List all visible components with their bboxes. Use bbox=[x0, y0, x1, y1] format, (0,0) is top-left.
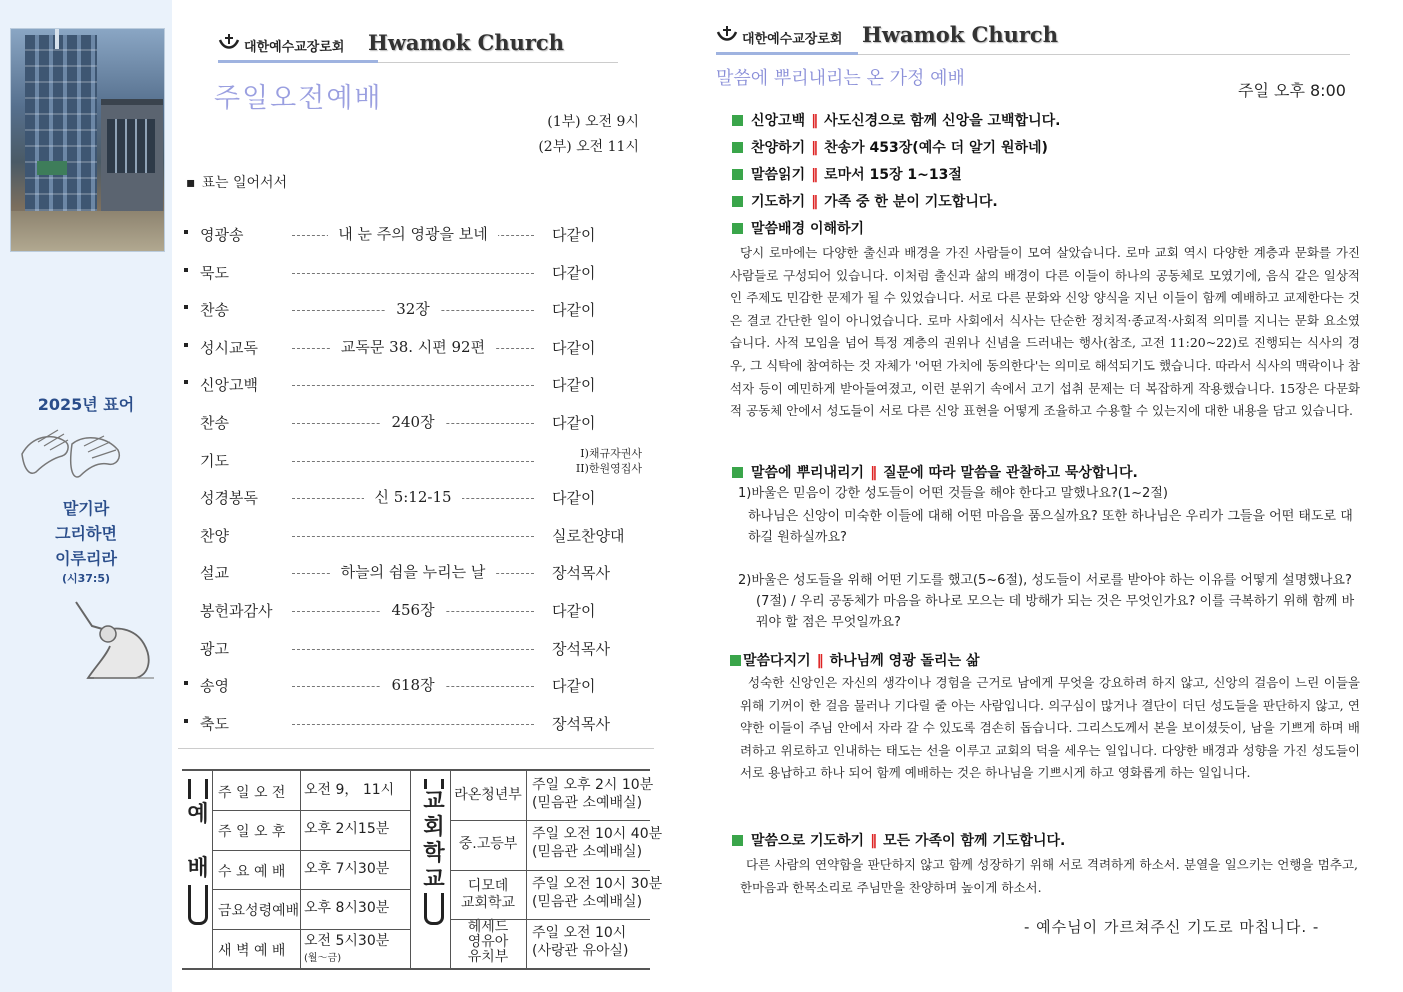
worship-step bbox=[732, 137, 1048, 157]
green-square-icon bbox=[732, 169, 743, 180]
worship-name: 금요성령예배 bbox=[218, 903, 300, 920]
school-schedule-row bbox=[450, 919, 650, 968]
green-square-icon bbox=[732, 196, 743, 207]
order-item-detail: 하늘의 쉼을 누리는 날 bbox=[292, 561, 534, 582]
apply-heading bbox=[730, 650, 980, 670]
question-2: 2)바울은 성도들을 위해 어떤 기도를 했고(5~6절), 성도들이 서로를 받아야 하는 이유를 어떻게 설명했나요?(7절) / 우리 공동체가 마음을 하나로 모으는 데 방해가 되는 것은 무엇인가요? 이를 극복하기 위해 함께 바꿔야 할 점은 무엇일까요? bbox=[738, 573, 1355, 630]
step-label: 말씀배경 이해하기 bbox=[751, 221, 865, 237]
worship-schedule-row bbox=[182, 810, 410, 849]
separator: ‖ bbox=[870, 833, 878, 849]
order-row bbox=[184, 293, 646, 331]
step-label: 기도하기 bbox=[751, 194, 806, 210]
service-time-first: (1부) 오전 9시 bbox=[547, 114, 639, 130]
order-item-name: 기도 bbox=[200, 451, 229, 470]
order-item-detail: 내 눈 주의 영광을 보네 bbox=[292, 223, 534, 244]
standing-note: ▪ 표는 일어서서 bbox=[186, 175, 288, 191]
step-desc: 찬송가 453장(예수 더 알기 원하네) bbox=[824, 140, 1048, 156]
motto-text bbox=[0, 496, 172, 587]
order-item-detail: 신 5:12-15 bbox=[292, 486, 534, 507]
church-logo-icon bbox=[218, 32, 240, 54]
worship-time: 오후 7시30분 bbox=[304, 860, 390, 877]
prayer-heading bbox=[732, 830, 1065, 850]
evening-service-time: 주일 오후 8:00 bbox=[1238, 81, 1346, 100]
separator: ‖ bbox=[811, 113, 819, 129]
worship-time: 오후 8시30분 bbox=[304, 900, 390, 917]
row-line bbox=[450, 820, 650, 821]
row-line bbox=[212, 810, 410, 811]
separator: ‖ bbox=[870, 465, 878, 481]
service-times bbox=[538, 110, 639, 160]
order-item-leader: 다같이 bbox=[552, 263, 596, 282]
worship-time: 오전 5시30분 bbox=[304, 932, 390, 949]
row-line bbox=[212, 929, 410, 930]
order-item-leader: 다같이 bbox=[552, 226, 596, 244]
order-item-detail: 456장 bbox=[292, 599, 534, 620]
order-row bbox=[184, 481, 646, 519]
step-label: 말씀에 뿌리내리기 bbox=[751, 465, 865, 481]
closing-note: - 예수님이 가르쳐주신 기도로 마칩니다. - bbox=[1024, 918, 1320, 936]
background-text: 당시 로마에는 다양한 출신과 배경을 가진 사람들이 모여 살았습니다. 로마 교회 역시 다양한 계층과 문화를 가진 사람들로 구성되어 있습니다. 이처럼 출신과 삶의 배경이 다른 이들이 하나의 공동체로 모였기에, 음식 같은 일상적인 주제도 민감한 문제가 될 수 있었습니다. 서로 다른 문화와 신앙 양식을 지닌 이들이 함께 예배하고 교제한다는 것은 결코 간단한 일이 아니었습니다. 로마 사회에서 식사는 단순한 정치적·종교적·사회적 의미를 지니는 문화 요소였습니다. 사적 모임을 넘어 특정 계층의 권위나 신념을 드러내는 행사(참조, 고전 11:20~22)로 진행되는 식사의 경우, 그 식탁에 참여하는 것 자체가 '어떤 가치에 동의한다'는 의미로 해석되기도 했습니다. 따라서 식사의 맥락이나 참석자 등이 예민하게 받아들여졌고, 이런 분위기 속에서 고기 섭취 문제는 더 복잡하게 작용했습니다. 15장은 다문화적 공동체 안에서 성도들이 서로 다른 신앙 표현을 어떻게 조율하고 수용할 수 있는지에 대한 내용을 담고 있습니다. bbox=[730, 245, 1360, 419]
step-desc: 하나님께 영광 돌리는 삶 bbox=[829, 653, 980, 669]
order-item-name: 신앙고백 bbox=[200, 376, 258, 395]
bullet-icon bbox=[184, 305, 188, 309]
green-square-icon bbox=[730, 655, 741, 666]
step-desc: 사도신경으로 함께 신앙을 고백합니다. bbox=[824, 113, 1061, 129]
order-item-name: 찬송 bbox=[200, 301, 229, 320]
worship-label-char: 예 bbox=[187, 802, 209, 827]
col-line bbox=[410, 771, 411, 968]
row-line bbox=[212, 889, 410, 890]
worship-name: 주 일 오 후 bbox=[218, 824, 286, 841]
church-name: Hwamok Church bbox=[862, 22, 1058, 47]
school-time: 주일 오전 10시 bbox=[532, 924, 627, 941]
order-row bbox=[184, 368, 646, 406]
school-dept: 디모데 교회학교 bbox=[460, 877, 516, 911]
separator: ‖ bbox=[811, 194, 819, 210]
green-square-icon bbox=[732, 142, 743, 153]
worship-name: 수 요 예 배 bbox=[218, 863, 286, 880]
leader-dots bbox=[292, 461, 534, 462]
worship-schedule-row bbox=[182, 850, 410, 889]
order-item-name: 찬송 bbox=[200, 413, 229, 432]
school-place: (믿음관 소예배실) bbox=[532, 893, 643, 910]
order-row bbox=[184, 594, 646, 632]
background-heading bbox=[732, 218, 864, 238]
worship-name: 새 벽 예 배 bbox=[218, 942, 286, 959]
order-item-leader: 다같이 bbox=[552, 677, 596, 696]
apply-text: 성숙한 신앙인은 자신의 생각이나 경험을 근거로 남에게 무엇을 강요하려 하지 않고, 신앙의 걸음이 느린 이들을 위해 기꺼이 한 걸음 물러나 기다릴 줄 아는 사람입니다. 의구심이 많거나 결단이 더딘 성도들을 판단하지 않고, 연약한 이들이 주님 안에서 자라 갈 수 있도록 겸손히 돕습니다. 그리스도께서 본을 보이셨듯이, 남을 기쁘게 하며 배려하고 위로하고 인내하는 태도는 선을 이루고 교회의 덕을 세우는 일입니다. 다양한 배경과 성향을 가진 성도들이 서로 용납하고 하나 되어 함께 예배하는 것은 하나님을 기쁘시게 하고 영화롭게 하는 일입니다. bbox=[740, 675, 1360, 781]
step-label: 말씀으로 기도하기 bbox=[751, 833, 865, 849]
school-time: 주일 오전 10시 30분 bbox=[532, 875, 663, 892]
motto-reference: (시37:5) bbox=[61, 572, 111, 585]
order-row bbox=[184, 331, 646, 369]
order-item-leader: 다같이 bbox=[552, 376, 596, 395]
school-label: 교 회 학 교 bbox=[420, 789, 448, 893]
header-rule-thin bbox=[858, 54, 1350, 55]
school-dept: 라온청년부 bbox=[454, 787, 522, 803]
school-place: (믿음관 소예배실) bbox=[532, 844, 643, 861]
worship-schedule-row bbox=[182, 771, 410, 810]
order-row bbox=[184, 406, 646, 444]
school-schedule-row bbox=[450, 820, 663, 869]
leader-dots bbox=[292, 649, 534, 650]
green-square-icon bbox=[732, 835, 743, 846]
row-line bbox=[450, 870, 650, 871]
service-time-second: (2부) 오전 11시 bbox=[538, 139, 639, 155]
header-rule bbox=[218, 60, 378, 63]
bullet-icon bbox=[184, 230, 188, 234]
green-square-icon bbox=[732, 467, 743, 478]
bullet-icon bbox=[184, 380, 188, 384]
divider bbox=[178, 748, 654, 749]
school-place: (믿음관 소예배실) bbox=[532, 795, 643, 811]
order-item-name: 설교 bbox=[200, 564, 229, 583]
worship-schedule-row bbox=[182, 889, 410, 928]
row-line bbox=[212, 850, 410, 851]
org-name: 대한예수교장로회 bbox=[244, 40, 345, 55]
bullet-icon bbox=[184, 268, 188, 272]
morning-service-title: 주일오전예배 bbox=[214, 83, 383, 114]
motto-title: 2025년 표어 bbox=[37, 395, 135, 414]
right-header bbox=[716, 22, 1350, 50]
order-row bbox=[184, 218, 646, 256]
worship-step bbox=[732, 191, 998, 211]
order-item-name: 광고 bbox=[200, 639, 229, 658]
step-desc: 로마서 15장 1~13절 bbox=[824, 167, 962, 183]
org-name: 대한예수교장로회 bbox=[742, 32, 843, 47]
order-item-leader: 다같이 bbox=[552, 301, 596, 320]
header-rule bbox=[716, 52, 858, 55]
rooting-heading bbox=[732, 462, 1138, 482]
step-label: 신앙고백 bbox=[751, 113, 806, 129]
worship-label-char: 배 bbox=[187, 856, 209, 881]
bullet-icon bbox=[184, 343, 188, 347]
order-item-name: 영광송 bbox=[200, 226, 244, 244]
order-item-leader: 다같이 bbox=[552, 489, 596, 508]
row-line bbox=[450, 919, 650, 920]
leader-dots bbox=[292, 273, 534, 274]
separator: ‖ bbox=[811, 167, 819, 183]
order-row bbox=[184, 632, 646, 670]
church-building-photo bbox=[10, 28, 165, 252]
leader-dots bbox=[292, 385, 534, 386]
bullet-icon bbox=[184, 681, 188, 685]
order-item-name: 봉헌과감사 bbox=[200, 601, 273, 620]
worship-time: 오전 9， 11시 bbox=[304, 782, 395, 798]
order-item-detail: 교독문 38. 시편 92편 bbox=[292, 336, 534, 357]
order-row bbox=[184, 669, 646, 707]
order-row bbox=[184, 519, 646, 557]
order-item-leader: 다같이 bbox=[552, 413, 596, 432]
open-hands-illustration bbox=[18, 424, 126, 486]
order-item-leader: 장석목사 bbox=[552, 714, 610, 733]
order-item-leader: 다같이 bbox=[552, 338, 596, 357]
order-row bbox=[184, 256, 646, 294]
header-rule-thin bbox=[378, 62, 618, 63]
step-desc: 모든 가족이 함께 기도합니다. bbox=[883, 833, 1066, 849]
order-row bbox=[184, 707, 646, 745]
kneeling-prayer-illustration bbox=[66, 596, 164, 682]
worship-time: 오후 2시15분 bbox=[304, 821, 390, 838]
bullet-icon bbox=[184, 719, 188, 723]
step-desc: 질문에 따라 말씀을 관찰하고 묵상합니다. bbox=[883, 465, 1138, 481]
green-square-icon bbox=[732, 115, 743, 126]
motto-line: 맡기라 bbox=[62, 499, 110, 518]
separator: ‖ bbox=[816, 653, 824, 669]
order-item-name: 성경봉독 bbox=[200, 489, 258, 508]
leader-dots bbox=[292, 724, 534, 725]
church-name: Hwamok Church bbox=[368, 30, 564, 55]
order-item-leader: 실로찬양대 bbox=[552, 526, 625, 545]
step-label: 말씀읽기 bbox=[751, 167, 806, 183]
order-item-leader: 장석목사 bbox=[552, 564, 610, 583]
separator: ‖ bbox=[811, 140, 819, 156]
standing-note-text: 표는 일어서서 bbox=[201, 175, 288, 191]
middle-header bbox=[218, 30, 618, 58]
green-square-icon bbox=[732, 223, 743, 234]
sidebar bbox=[0, 0, 172, 992]
order-item-leader: I)채규자권사 II)한원영집사 bbox=[575, 446, 642, 475]
order-item-name: 축도 bbox=[200, 714, 229, 733]
school-dept: 중.고등부 bbox=[458, 836, 518, 853]
worship-step bbox=[732, 110, 1060, 130]
step-desc: 가족 중 한 분이 기도합니다. bbox=[824, 194, 998, 210]
evening-service-title: 말씀에 뿌리내리는 온 가정 예배 bbox=[716, 68, 965, 89]
question-1-title: 1)바울은 믿음이 강한 성도들이 어떤 것들을 해야 한다고 말했나요?(1~2절) bbox=[738, 486, 1168, 501]
order-item-detail: 32장 bbox=[292, 298, 534, 319]
question-1-body: 하나님은 신앙이 미숙한 이들에 대해 어떤 마음을 품으실까요? 또한 하나님은 우리가 그들을 어떤 태도로 대하길 원하실까요? bbox=[748, 509, 1353, 545]
order-item-name: 묵도 bbox=[200, 263, 229, 282]
order-item-name: 성시교독 bbox=[200, 338, 258, 357]
order-item-name: 찬양 bbox=[200, 526, 229, 545]
schedule-table bbox=[182, 769, 663, 970]
church-logo-icon bbox=[716, 24, 738, 46]
school-time: 주일 오후 2시 10분 bbox=[532, 777, 654, 793]
order-item-detail: 240장 bbox=[292, 411, 534, 432]
order-of-worship bbox=[184, 218, 646, 744]
worship-name: 주 일 오 전 bbox=[218, 785, 286, 801]
worship-step bbox=[732, 164, 962, 184]
order-item-name: 송영 bbox=[200, 677, 229, 696]
school-dept: 헤세드 영유아 유치부 bbox=[467, 918, 509, 965]
motto-line: 그리하면 bbox=[55, 524, 117, 543]
school-schedule-row bbox=[450, 771, 654, 820]
prayer-text: 다른 사람의 연약함을 판단하지 않고 함께 성장하기 위해 서로 격려하게 하소서. 분열을 일으키는 언행을 멈추고, 한마음과 한목소리로 주님만을 찬양하며 높이게 하소서. bbox=[740, 857, 1358, 895]
worship-days: (월～금) bbox=[304, 952, 342, 964]
school-time: 주일 오전 10시 40분 bbox=[532, 826, 663, 843]
worship-schedule-row bbox=[182, 929, 410, 968]
order-item-detail: 618장 bbox=[292, 674, 534, 695]
step-label: 말씀다지기 bbox=[743, 653, 811, 669]
order-row bbox=[184, 444, 646, 482]
school-place: (사랑관 유아실) bbox=[532, 942, 629, 959]
step-label: 찬양하기 bbox=[751, 140, 806, 156]
motto-line: 이루리라 bbox=[55, 549, 117, 568]
order-item-leader: 장석목사 bbox=[552, 639, 610, 658]
leader-dots bbox=[292, 536, 534, 537]
order-item-leader: 다같이 bbox=[552, 601, 596, 620]
school-schedule-row bbox=[450, 870, 663, 919]
order-row bbox=[184, 556, 646, 594]
